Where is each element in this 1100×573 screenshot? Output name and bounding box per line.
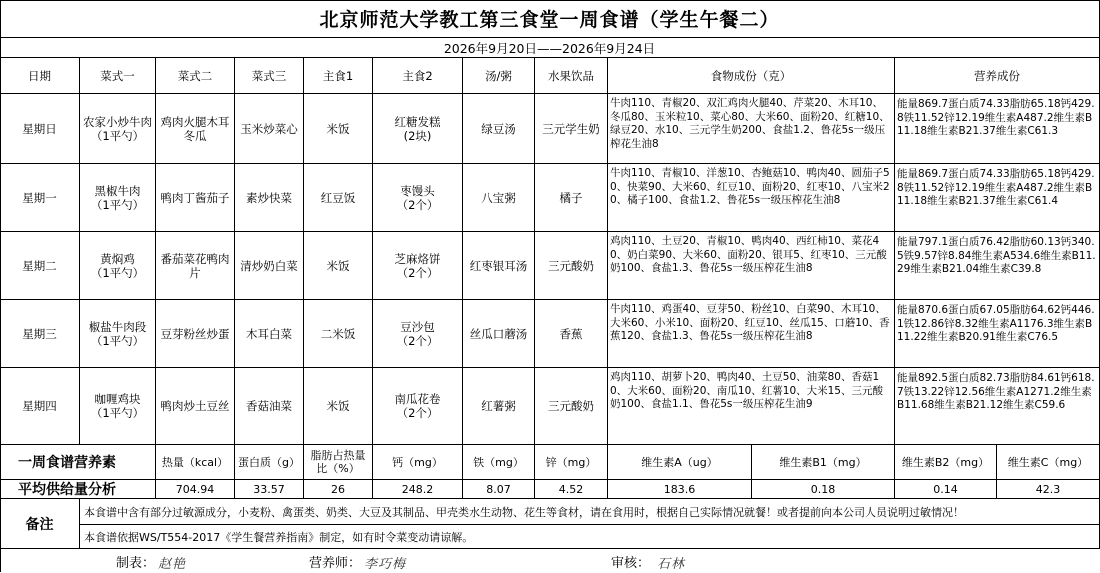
header-dish1: 菜式一 [80,58,156,94]
summary-value-vitamin-a: 183.6 [608,480,752,499]
cell-soup: 丝瓜口蘑汤 [463,300,535,368]
cell-staple2: 豆沙包 （2个） [373,300,463,368]
cell-staple2: 红糖发糕 (2块) [373,94,463,164]
summary-value-vitamin-b1: 0.18 [752,480,895,499]
cell-dish2: 番茄菜花鸭肉片 [156,232,235,300]
header-fruit: 水果饮品 [535,58,608,94]
dietitian-signature: 李巧梅 [364,557,407,572]
dietitian-label: 营养师： [309,556,362,571]
cell-dish2: 鸭肉丁酱茄子 [156,164,235,232]
summary-header-vitamin-a: 维生素A（ug） [608,445,752,480]
cell-ingredients: 牛肉110、青椒10、洋葱10、杏鲍菇10、鸭肉40、圆茄子50、快菜90、大米60、红豆10、面粉20、红枣10、八宝米20、橘子100、食盐1.2、鲁花5s一级压榨花生油8 [608,164,895,232]
header-staple2: 主食2 [373,58,463,94]
cell-fruit: 橘子 [535,164,608,232]
cell-staple1: 红豆饭 [304,164,373,232]
summary-header-vitamin-b1: 维生素B1（mg） [752,445,895,480]
maker-signature: 赵艳 [158,557,187,572]
summary-header-energy: 热量（kcal） [156,445,235,480]
cell-dish3: 素炒快菜 [235,164,304,232]
cell-nutrition: 能量797.1蛋白质76.42脂肪60.13钙340.5铁9.57锌8.84维生素A534.6维生素B11.29维生素B21.04维生素C39.8 [895,232,1100,300]
summary-header-zinc: 锌（mg） [535,445,608,480]
summary-value-protein: 33.57 [235,480,304,499]
header-staple1: 主食1 [304,58,373,94]
cell-staple1: 米饭 [304,368,373,445]
header-ingredients: 食物成份（克） [608,58,895,94]
cell-dish1: 椒盐牛肉段 （1平勺） [80,300,156,368]
cell-fruit: 三元酸奶 [535,368,608,445]
cell-dish1: 黄焖鸡 （1平勺） [80,232,156,300]
summary-value-vitamin-c: 42.3 [997,480,1100,499]
cell-nutrition: 能量892.5蛋白质82.73脂肪84.61钙618.7铁13.22锌12.56维生素A1271.2维生素B11.68维生素B21.12维生素C59.6 [895,368,1100,445]
cell-staple2: 南瓜花卷 （2个） [373,368,463,445]
cell-dish1: 咖喱鸡块 （1平勺） [80,368,156,445]
cell-fruit: 香蕉 [535,300,608,368]
avg-label: 平均供给量分析 [0,480,156,499]
cell-nutrition: 能量869.7蛋白质74.33脂肪65.18钙429.8铁11.52锌12.19维生素A487.2维生素B11.18维生素B21.37维生素C61.4 [895,164,1100,232]
header-nutrition: 营养成份 [895,58,1100,94]
summary-header-protein: 蛋白质（g） [235,445,304,480]
cell-staple1: 米饭 [304,232,373,300]
remarks-standard-note: 本食谱依据WS/T554-2017《学生餐营养指南》制定，如有时令菜变动请谅解。 [80,525,1100,549]
summary-value-vitamin-b2: 0.14 [895,480,997,499]
cell-day: 星期三 [0,300,80,368]
cell-fruit: 三元学生奶 [535,94,608,164]
header-day: 日期 [0,58,80,94]
header-dish2: 菜式二 [156,58,235,94]
cell-soup: 八宝粥 [463,164,535,232]
cell-ingredients: 牛肉110、鸡蛋40、豆芽50、粉丝10、白菜90、木耳10、大米60、小米10、面粉20、红豆10、丝瓜15、口蘑10、香蕉120、食盐1.3、鲁花5s一级压榨花生油8 [608,300,895,368]
date-range: 2026年9月20日——2026年9月24日 [0,38,1100,58]
cell-staple1: 二米饭 [304,300,373,368]
auditor-label: 审核： [611,556,651,571]
cell-soup: 绿豆汤 [463,94,535,164]
cell-dish1: 黑椒牛肉 （1平勺） [80,164,156,232]
summary-value-fat-ratio: 26 [304,480,373,499]
cell-staple1: 米饭 [304,94,373,164]
cell-ingredients: 鸡肉110、土豆20、青椒10、鸭肉40、西红柿10、菜花40、奶白菜90、大米60、面粉20、银耳5、红枣10、三元酸奶100、食盐1.3、鲁花5s一级压榨花生油8 [608,232,895,300]
page-title: 北京师范大学教工第三食堂一周食谱（学生午餐二） [0,0,1100,38]
cell-dish3: 清炒奶白菜 [235,232,304,300]
cell-nutrition: 能量869.7蛋白质74.33脂肪65.18钙429.8铁11.52锌12.19维生素A487.2维生素B11.18维生素B21.37维生素C61.3 [895,94,1100,164]
summary-value-iron: 8.07 [463,480,535,499]
cell-dish1: 农家小炒牛肉 （1平勺） [80,94,156,164]
summary-value-zinc: 4.52 [535,480,608,499]
cell-day: 星期二 [0,232,80,300]
summary-header-iron: 铁（mg） [463,445,535,480]
cell-ingredients: 鸡肉110、胡萝卜20、鸭肉40、土豆50、油菜80、香菇10、大米60、面粉20、南瓜10、红薯10、大米15、三元酸奶100、食盐1.1、鲁花5s一级压榨花生油9 [608,368,895,445]
auditor-signature: 石林 [657,557,686,572]
summary-header-vitamin-c: 维生素C（mg） [997,445,1100,480]
maker-label: 制表： [116,556,156,571]
summary-value-calcium: 248.2 [373,480,463,499]
cell-day: 星期四 [0,368,80,445]
cell-dish2: 鸭肉炒土豆丝 [156,368,235,445]
remarks-label: 备注 [0,499,80,549]
summary-label: 一周食谱营养素 [0,445,156,480]
cell-fruit: 三元酸奶 [535,232,608,300]
cell-staple2: 枣馒头 （2个） [373,164,463,232]
cell-dish3: 香菇油菜 [235,368,304,445]
cell-soup: 红枣银耳汤 [463,232,535,300]
summary-header-calcium: 钙（mg） [373,445,463,480]
summary-value-energy: 704.94 [156,480,235,499]
cell-day: 星期日 [0,94,80,164]
remarks-allergen-note: 本食谱中含有部分过敏源成分，小麦粉、禽蛋类、奶类、大豆及其制品、甲壳类水生动物、花生等食材，请在食用时，根据自己实际情况就餐！或者提前向本公司人员说明过敏情况！ [80,499,1100,525]
cell-dish2: 鸡肉火腿木耳冬瓜 [156,94,235,164]
summary-header-fat-ratio: 脂肪占热量比（%） [304,445,373,480]
header-soup: 汤/粥 [463,58,535,94]
cell-dish2: 豆芽粉丝炒蛋 [156,300,235,368]
cell-soup: 红薯粥 [463,368,535,445]
cell-dish3: 木耳白菜 [235,300,304,368]
cell-ingredients: 牛肉110、青椒20、双汇鸡肉火腿40、芹菜20、木耳10、冬瓜80、玉米粒10、菜心80、大米60、面粉20、红糖10、绿豆20、水10、三元学生奶200、食盐1.2、鲁花5s一级压榨花生油8 [608,94,895,164]
cell-day: 星期一 [0,164,80,232]
signature-row [0,549,1100,573]
summary-header-vitamin-b2: 维生素B2（mg） [895,445,997,480]
cell-nutrition: 能量870.6蛋白质67.05脂肪64.62钙446.1铁12.86锌8.32维生素A1176.3维生素B11.22维生素B20.91维生素C76.5 [895,300,1100,368]
header-dish3: 菜式三 [235,58,304,94]
cell-staple2: 芝麻烙饼 （2个） [373,232,463,300]
cell-dish3: 玉米炒菜心 [235,94,304,164]
